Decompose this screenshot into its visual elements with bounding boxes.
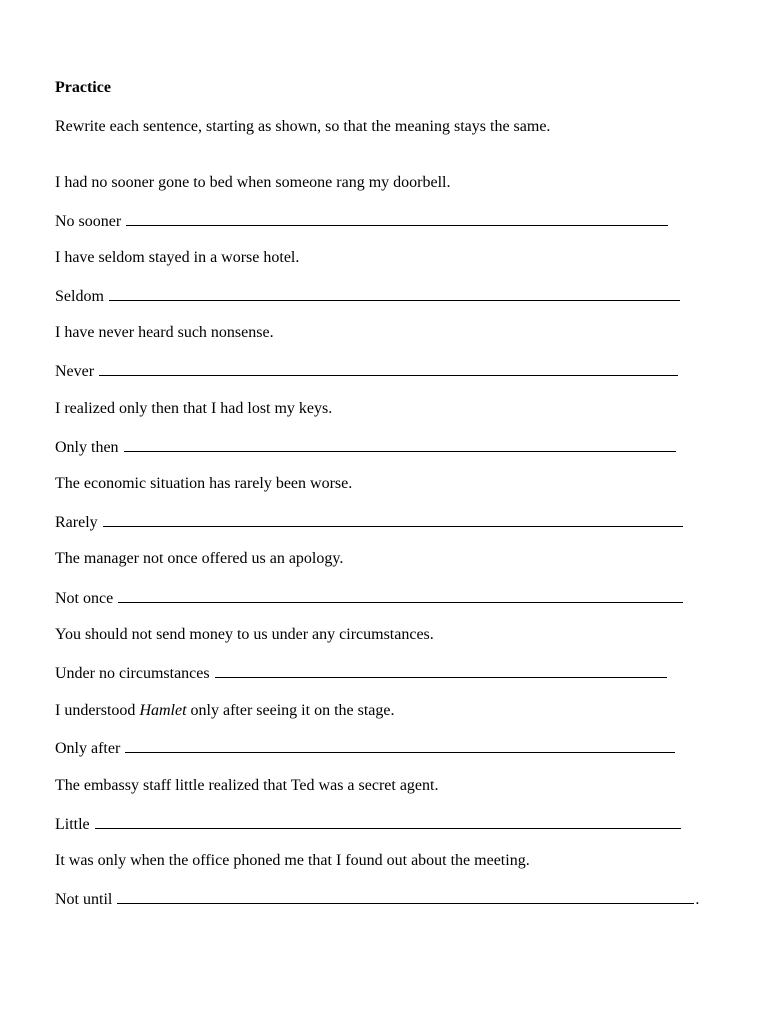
answer-line-6 [55,588,683,609]
answer-prompt-9: Little [55,816,90,833]
answer-prompt-8: Only after [55,740,121,757]
answer-blank-4[interactable] [124,437,676,452]
answer-blank-10[interactable] [117,889,694,904]
sentence-8-title: Hamlet [139,702,187,719]
sentence-6: The manager not once offered us an apology. [55,550,344,567]
sentence-10: It was only when the office phoned me that I found out about the meeting. [55,852,530,869]
answer-blank-2[interactable] [109,286,680,301]
answer-blank-7[interactable] [215,663,667,678]
answer-line-1 [55,211,668,232]
answer-blank-3[interactable] [99,361,678,376]
answer-line-10 [55,889,699,910]
answer-prompt-6: Not once [55,590,114,607]
answer-blank-1[interactable] [126,211,668,226]
answer-prompt-7: Under no circumstances [55,665,210,682]
answer-blank-9[interactable] [95,814,681,829]
answer-prompt-5: Rarely [55,514,98,531]
answer-prompt-4: Only then [55,439,119,456]
answer-line-3 [55,361,678,382]
sentence-3: I have never heard such nonsense. [55,324,274,341]
answer-blank-6[interactable] [118,588,683,603]
answer-prompt-3: Never [55,363,95,380]
answer-line-9 [55,814,681,835]
sentence-8-after: only after seeing it on the stage. [186,702,395,719]
answer-prompt-1: No sooner [55,213,122,230]
answer-line-2 [55,286,680,307]
sentence-9: The embassy staff little realized that Ted was a secret agent. [55,777,439,794]
sentence-5: The economic situation has rarely been worse. [55,475,353,492]
sentence-8 [55,701,394,721]
answer-line-4 [55,437,676,458]
sentence-8-before: I understood [55,702,140,719]
answer-line-5 [55,512,683,533]
instruction-text: Rewrite each sentence, starting as shown, so that the meaning stays the same. [55,118,551,135]
answer-blank-8[interactable] [125,738,675,753]
answer-blank-5[interactable] [103,512,683,527]
answer-prompt-2: Seldom [55,288,104,305]
sentence-7: You should not send money to us under any circumstances. [55,626,434,643]
answer-line-8 [55,738,675,759]
sentence-4: I realized only then that I had lost my keys. [55,400,333,417]
sentence-1: I had no sooner gone to bed when someone rang my doorbell. [55,174,451,191]
page-title: Practice [55,79,111,96]
answer-line-7 [55,663,667,684]
answer-suffix-10: . [695,891,700,908]
answer-prompt-10: Not until [55,891,113,908]
sentence-2: I have seldom stayed in a worse hotel. [55,249,300,266]
